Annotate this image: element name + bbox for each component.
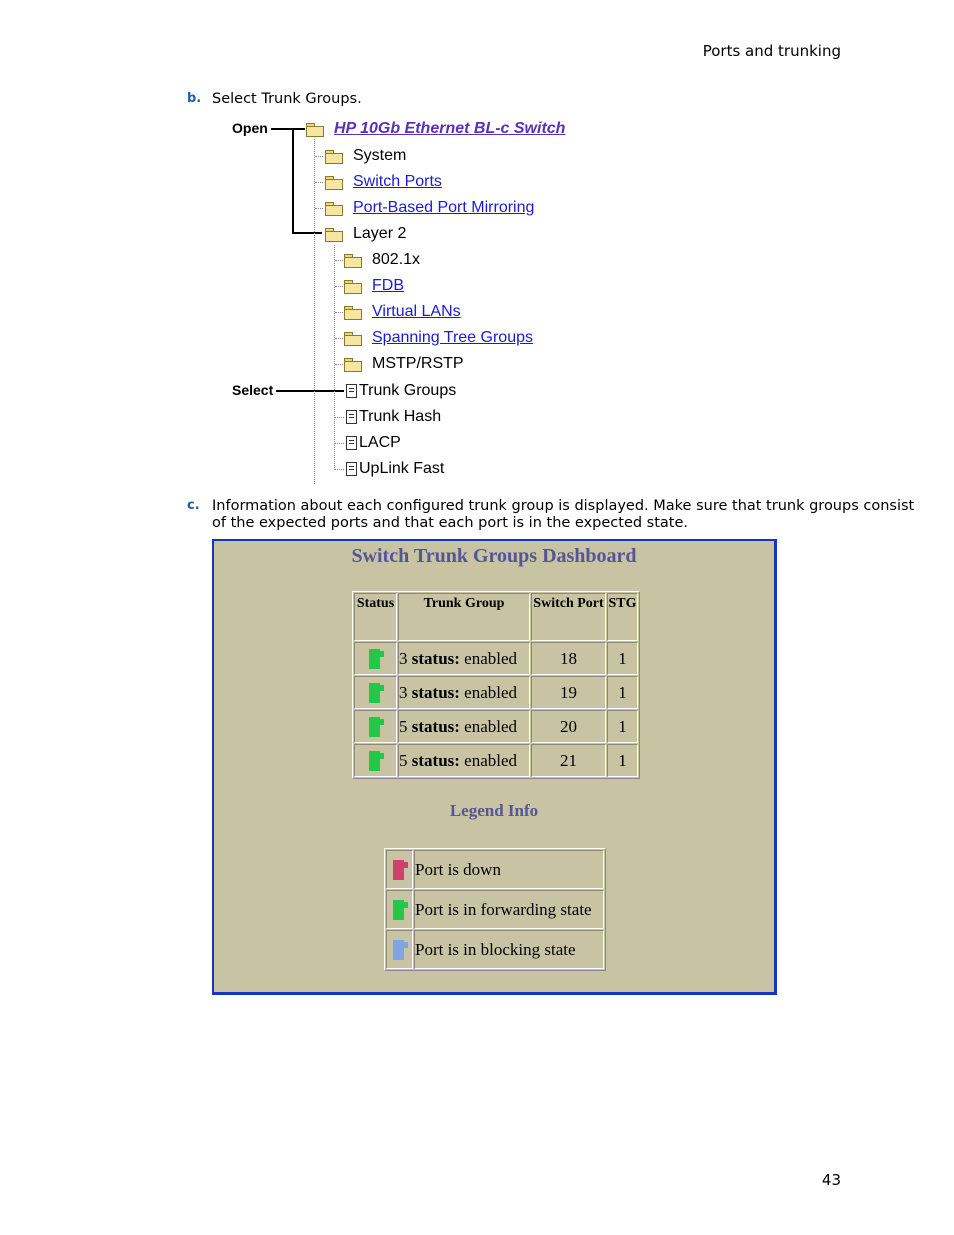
tree-item-system[interactable] bbox=[325, 147, 406, 165]
step-text-line2: of the expected ports and that each port is in the expected state. bbox=[212, 515, 689, 531]
tree-item-label: Layer 2 bbox=[353, 225, 407, 242]
tree-item-uplink-fast[interactable] bbox=[346, 460, 444, 478]
status-value: enabled bbox=[464, 682, 518, 702]
navigation-tree bbox=[230, 117, 590, 489]
page-icon bbox=[346, 384, 357, 398]
status-value: enabled bbox=[464, 648, 518, 668]
tree-item-mstp-rstp[interactable] bbox=[344, 355, 464, 373]
column-header: Switch Port bbox=[531, 593, 606, 641]
tree-item-label[interactable]: Virtual LANs bbox=[372, 303, 461, 320]
status-value: enabled bbox=[464, 716, 518, 736]
legend-text: Port is in blocking state bbox=[414, 930, 604, 969]
tree-item-layer2[interactable] bbox=[325, 225, 406, 243]
tree-item-label: Trunk Hash bbox=[359, 408, 442, 425]
stg-cell: 1 bbox=[607, 676, 638, 709]
port-state-icon bbox=[391, 858, 409, 882]
switch-port-cell: 18 bbox=[531, 642, 606, 675]
switch-port-cell: 21 bbox=[531, 744, 606, 777]
folder-icon bbox=[344, 254, 361, 267]
port-state-icon bbox=[391, 898, 409, 922]
stg-cell: 1 bbox=[607, 642, 638, 675]
status-label: status: bbox=[411, 716, 460, 736]
tree-item-label[interactable]: Switch Ports bbox=[353, 173, 442, 190]
status-label: status: bbox=[411, 750, 460, 770]
tree-item-label: Trunk Groups bbox=[359, 382, 457, 399]
trunk-group-id: 3 bbox=[399, 682, 408, 702]
table-row bbox=[354, 676, 638, 709]
tree-item-label: MSTP/RSTP bbox=[372, 355, 464, 372]
page-number: 43 bbox=[821, 1171, 841, 1189]
trunk-group-id: 3 bbox=[399, 648, 408, 668]
legend-text: Port is down bbox=[414, 850, 604, 889]
folder-icon bbox=[325, 176, 342, 189]
page-icon bbox=[346, 462, 357, 476]
tree-item-label: 802.1x bbox=[372, 251, 421, 268]
folder-icon bbox=[344, 280, 361, 293]
status-cell bbox=[354, 676, 397, 709]
trunk-group-id: 5 bbox=[399, 750, 408, 770]
legend-icon-cell bbox=[386, 890, 413, 929]
tree-item-label: UpLink Fast bbox=[359, 460, 445, 477]
tree-item-label: System bbox=[353, 147, 407, 164]
tree-item-label[interactable]: Port-Based Port Mirroring bbox=[353, 199, 535, 216]
legend-table bbox=[384, 848, 606, 971]
folder-icon bbox=[325, 202, 342, 215]
folder-open-icon bbox=[306, 123, 323, 136]
table-row bbox=[354, 710, 638, 743]
table-row bbox=[354, 744, 638, 777]
open-callout-label: Open bbox=[232, 120, 268, 136]
legend-icon-cell bbox=[386, 930, 413, 969]
trunk-group-cell bbox=[398, 744, 530, 777]
column-header: Trunk Group bbox=[398, 593, 530, 641]
select-callout-label: Select bbox=[232, 382, 274, 398]
tree-item-trunk-groups[interactable] bbox=[346, 382, 456, 400]
column-header: Status bbox=[354, 593, 397, 641]
tree-item-trunk-hash[interactable] bbox=[346, 408, 441, 426]
table-row bbox=[354, 642, 638, 675]
port-forwarding-icon bbox=[367, 647, 385, 671]
tree-root-link[interactable]: HP 10Gb Ethernet BL-c Switch bbox=[334, 120, 566, 137]
tree-item-8021x[interactable] bbox=[344, 251, 420, 269]
table-header-row bbox=[354, 593, 638, 641]
dashboard-title: Switch Trunk Groups Dashboard bbox=[351, 545, 637, 567]
status-cell bbox=[354, 744, 397, 777]
trunk-groups-table bbox=[352, 591, 640, 779]
status-cell bbox=[354, 642, 397, 675]
port-forwarding-icon bbox=[367, 715, 385, 739]
switch-port-cell: 19 bbox=[531, 676, 606, 709]
status-label: status: bbox=[411, 648, 460, 668]
folder-open-icon bbox=[325, 228, 342, 241]
legend-icon-cell bbox=[386, 850, 413, 889]
step-text-line1: Information about each configured trunk group is displayed. Make sure that trunk groups consist bbox=[212, 498, 915, 514]
column-header: STG bbox=[607, 593, 638, 641]
trunk-group-cell bbox=[398, 642, 530, 675]
status-label: status: bbox=[411, 682, 460, 702]
folder-icon bbox=[344, 332, 361, 345]
switch-port-cell: 20 bbox=[531, 710, 606, 743]
legend-text: Port is in forwarding state bbox=[414, 890, 604, 929]
tree-item-label[interactable]: Spanning Tree Groups bbox=[372, 329, 533, 346]
tree-item-label: LACP bbox=[359, 434, 401, 451]
legend-title: Legend Info bbox=[449, 801, 539, 820]
tree-item-fdb[interactable] bbox=[344, 277, 404, 295]
port-forwarding-icon bbox=[367, 681, 385, 705]
legend-row bbox=[386, 850, 604, 889]
trunk-group-id: 5 bbox=[399, 716, 408, 736]
tree-item-lacp[interactable] bbox=[346, 434, 401, 452]
step-letter: c. bbox=[187, 498, 200, 513]
stg-cell: 1 bbox=[607, 744, 638, 777]
step-text: Select Trunk Groups. bbox=[212, 91, 362, 107]
tree-root[interactable] bbox=[306, 120, 565, 138]
tree-item-virtual-lans[interactable] bbox=[344, 303, 461, 321]
port-forwarding-icon bbox=[367, 749, 385, 773]
trunk-group-cell bbox=[398, 710, 530, 743]
status-value: enabled bbox=[464, 750, 518, 770]
folder-icon bbox=[344, 306, 361, 319]
port-state-icon bbox=[391, 938, 409, 962]
page-icon bbox=[346, 436, 357, 450]
tree-item-switch-ports[interactable] bbox=[325, 173, 442, 191]
status-cell bbox=[354, 710, 397, 743]
legend-row bbox=[386, 890, 604, 929]
legend-row bbox=[386, 930, 604, 969]
trunk-group-cell bbox=[398, 676, 530, 709]
trunk-groups-dashboard bbox=[212, 539, 777, 995]
tree-item-port-mirroring[interactable] bbox=[325, 199, 534, 217]
step-letter: b. bbox=[187, 91, 202, 106]
running-header: Ports and trunking bbox=[702, 42, 841, 60]
folder-icon bbox=[344, 358, 361, 371]
folder-icon bbox=[325, 150, 342, 163]
stg-cell: 1 bbox=[607, 710, 638, 743]
tree-item-spanning-tree[interactable] bbox=[344, 329, 533, 347]
tree-item-label[interactable]: FDB bbox=[372, 277, 404, 294]
page-icon bbox=[346, 410, 357, 424]
